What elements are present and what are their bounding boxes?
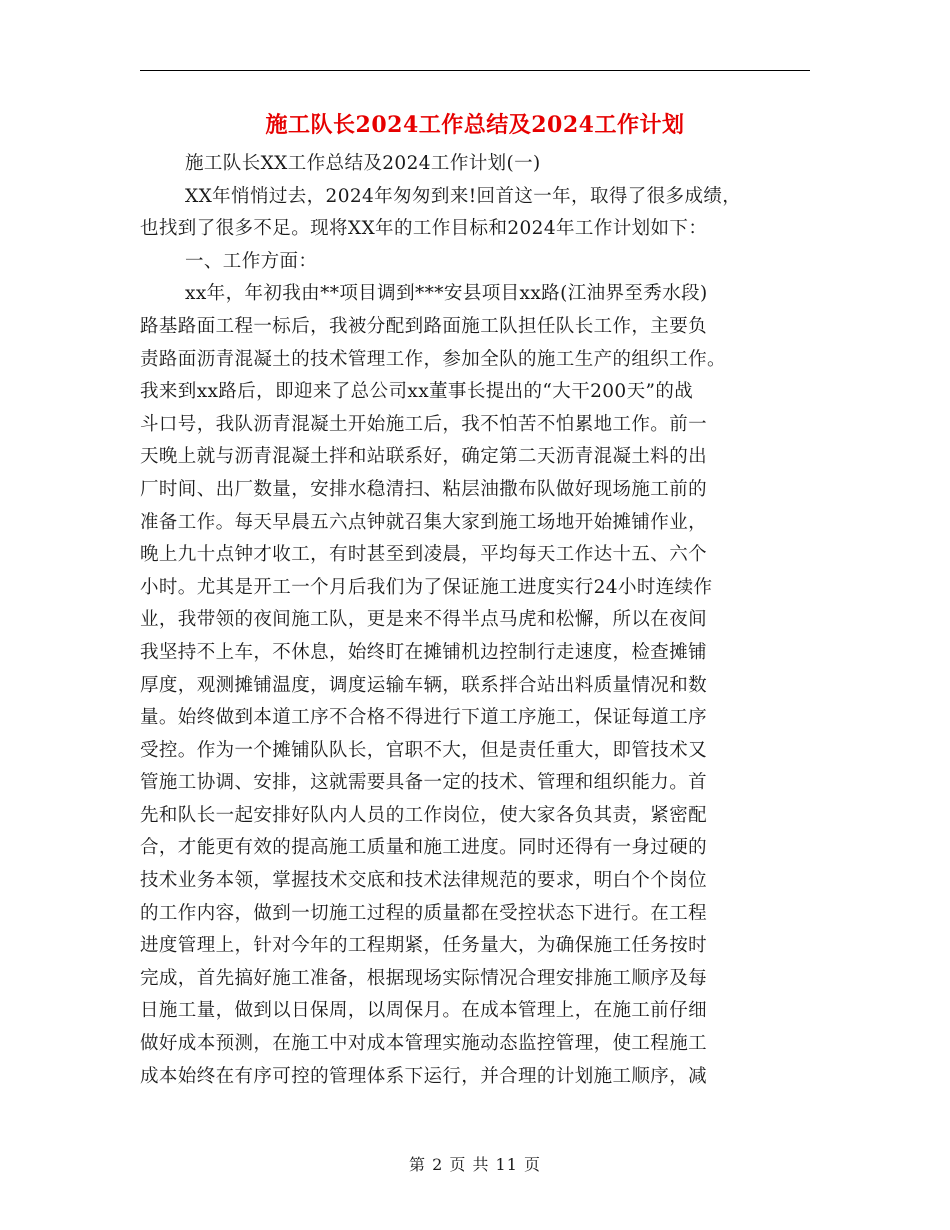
paragraph-line: 斗口号，我队沥青混凝土开始施工后，我不怕苦不怕累地工作。前一 (140, 413, 708, 435)
paragraph-line: 我坚持不上车，不休息，始终盯在摊铺机边控制行走速度，检查摊铺 (140, 641, 708, 663)
paragraph-line: XX年悄悄过去，2024年匆匆到来!回首这一年，取得了很多成绩， (185, 185, 742, 207)
page-number-footer: 第 2 页 共 11 页 (409, 1155, 541, 1174)
paragraph-line: 量。始终做到本道工序不合格不得进行下道工序施工，保证每道工序 (140, 707, 708, 729)
subtitle-line: 施工队长XX工作总结及2024工作计划(一) (185, 153, 541, 174)
paragraph-line: 路基路面工程一标后，我被分配到路面施工队担任队长工作，主要负 (140, 315, 708, 337)
paragraph-line: 管施工协调、安排，这就需要具备一定的技术、管理和组织能力。首 (140, 772, 708, 794)
paragraph-line: 厂时间、出厂数量，安排水稳清扫、粘层油撒布队做好现场施工前的 (140, 478, 708, 500)
paragraph-line: 技术业务本领，掌握技术交底和技术法律规范的要求，明白个个岗位 (140, 870, 708, 892)
paragraph-line: 合，才能更有效的提高施工质量和施工进度。同时还得有一身过硬的 (140, 837, 708, 859)
paragraph-line: 我来到xx路后，即迎来了总公司xx董事长提出的“大干200天”的战 (140, 381, 694, 403)
header-rule (140, 70, 810, 71)
paragraph-line: 先和队长一起安排好队内人员的工作岗位，使大家各负其责，紧密配 (140, 804, 708, 826)
paragraph-line: 成本始终在有序可控的管理体系下运行，并合理的计划施工顺序，减 (140, 1065, 708, 1087)
paragraph-line: 也找到了很多不足。现将XX年的工作目标和2024年工作计划如下： (140, 218, 708, 240)
paragraph-line: 小时。尤其是开工一个月后我们为了保证施工进度实行24小时连续作 (140, 576, 713, 598)
paragraph-line: xx年，年初我由**项目调到***安县项目xx路(江油界至秀水段) (185, 283, 708, 305)
paragraph-line: 的工作内容，做到一切施工过程的质量都在受控状态下进行。在工程 (140, 902, 708, 924)
document-title: 施工队长2024工作总结及2024工作计划 (265, 112, 685, 138)
paragraph-line: 天晚上就与沥青混凝土拌和站联系好，确定第二天沥青混凝土料的出 (140, 446, 708, 468)
paragraph-line: 日施工量，做到以日保周，以周保月。在成本管理上，在施工前仔细 (140, 1000, 708, 1022)
section-heading: 一、工作方面： (185, 250, 318, 272)
paragraph-line: 责路面沥青混凝土的技术管理工作，参加全队的施工生产的组织工作。 (140, 348, 726, 370)
paragraph-line: 厚度，观测摊铺温度，调度运输车辆，联系拌合站出料质量情况和数 (140, 674, 708, 696)
paragraph-line: 准备工作。每天早晨五六点钟就召集大家到施工场地开始摊铺作业， (140, 511, 708, 533)
paragraph-line: 业，我带领的夜间施工队，更是来不得半点马虎和松懈，所以在夜间 (140, 609, 708, 631)
document-body (140, 148, 810, 1093)
paragraph-line: 受控。作为一个摊铺队队长，官职不大，但是责任重大，即管技术又 (140, 739, 708, 761)
paragraph-line: 晚上九十点钟才收工，有时甚至到凌晨，平均每天工作达十五、六个 (140, 544, 708, 566)
paragraph-line: 进度管理上，针对今年的工程期紧，任务量大，为确保施工任务按时 (140, 935, 708, 957)
paragraph-line: 做好成本预测，在施工中对成本管理实施动态监控管理，使工程施工 (140, 1033, 708, 1055)
paragraph-line: 完成，首先搞好施工准备，根据现场实际情况合理安排施工顺序及每 (140, 967, 708, 989)
